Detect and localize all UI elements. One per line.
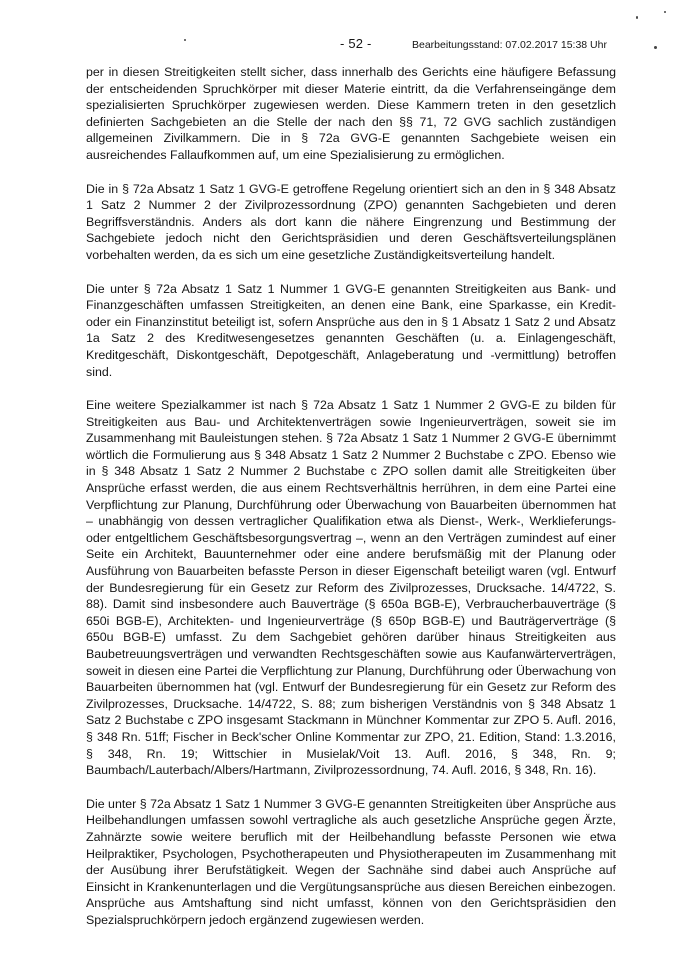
paragraph-1: per in diesen Streitigkeiten stellt sicher, dass innerhalb des Gerichts eine häufigere Befassung der entscheidenden Spruchkörper mit dieser Materie eintritt, da die Verfahrenseingänge dem spezialisierten Spruchkörper zugewiesen werden. Diese Kammern treten in den gesetzlich definierten Sachgebieten an die Stelle der nach den §§ 71, 72 GVG sachlich zuständigen allgemeinen Zivilkammern. Die in § 72a GVG-E genannten Sachgebiete weisen ein ausreichendes Fallaufkommen auf, um eine Spezialisierung zu ermöglichen. — [86, 65, 616, 162]
revision-status: Bearbeitungsstand: 07.02.2017 15:38 Uhr — [412, 39, 607, 51]
scan-artifact-dot — [664, 11, 666, 13]
scan-artifact-dot — [184, 39, 186, 41]
paragraph-5: Die unter § 72a Absatz 1 Satz 1 Nummer 3 GVG-E genannten Streitigkeiten über Ansprüche aus Heilbehandlungen umfassen sowohl vertragliche als auch gesetzliche Ansprüche gegen Ärzte, Zahnärzte sowie weitere beruflich mit der Heilbehandlung befasste Personen wie etwa Heilpraktiker, Psychologen, Psychotherapeuten und Physiotherapeuten im Zusammenhang mit der Ausübung ihrer Berufstätigkeit. Wegen der Sachnähe sind dabei auch Ansprüche auf Einsicht in Krankenunterlagen und die Vergütungsansprüche aus diesen Bereichen einbezogen. Ansprüche aus Amtshaftung sind nicht umfasst, können von den Gerichtspräsidien den Spezialspruchkörpern jedoch ergänzend zugewiesen werden. — [86, 796, 616, 927]
scan-artifact-dot — [654, 46, 657, 49]
paragraph-2: Die in § 72a Absatz 1 Satz 1 GVG-E getroffene Regelung orientiert sich an den in § 348 Absatz 1 Satz 2 Nummer 2 der Zivilprozessordnung (ZPO) genannten Sachgebieten und deren Begriffsverständnis. Anders als dort kann die nähere Eingrenzung und Bestimmung der Sachgebiete jedoch nicht den Gerichtspräsidien und deren Geschäftsverteilungsplänen vorbehalten werden, da es sich um eine gesetzliche Zuständigkeitsverteilung handelt. — [86, 181, 616, 262]
paragraph-4: Eine weitere Spezialkammer ist nach § 72a Absatz 1 Satz 1 Nummer 2 GVG-E zu bilden für Streitigkeiten aus Bau- und Architektenverträgen sowie Ingenieurverträgen, soweit sie im Zusammenhang mit Bauleistungen stehen. § 72a Absatz 1 Satz 1 Nummer 2 GVG-E übernimmt wörtlich die Formulierung aus § 348 Absatz 1 Satz 2 Nummer 2 Buchstabe c ZPO. Ebenso wie in § 348 Absatz 1 Satz 2 Nummer 2 Buchstabe c ZPO sollen damit alle Streitigkeiten über Ansprüche erfasst werden, die aus einem Rechtsverhältnis herrühren, in dem eine Partei eine Verpflichtung zur Planung, Durchführung oder Überwachung von Bauarbeiten übernommen hat – unabhängig von dessen vertraglicher Qualifikation etwa als Dienst-, Werk-, Werklieferungs- oder entgeltlichem Geschäftsbesorgungsvertrag –, wenn an den Verträgen zumindest auf einer Seite ein Architekt, Bauunternehmer oder eine andere berufsmäßig mit der Planung oder Ausführung von Bauarbeiten befasste Person in dieser Eigenschaft beteiligt waren (vgl. Entwurf der Bundesregierung für ein Gesetz zur Reform des Zivilprozesses, Drucksache. 14/4722, S. 88). Damit sind insbesondere auch Bauverträge (§ 650a BGB-E), Verbraucherbauverträge (§ 650i BGB-E), Architekten- und Ingenieurverträge (§ 650p BGB-E) und Bauträgerverträge (§ 650u BGB-E) umfasst. Zu dem Sachgebiet gehören darüber hinaus Streitigkeiten aus Baubetreuungsverträgen und verwandten Rechtsgeschäften sowie aus Kaufanwärterverträgen, soweit in diesen eine Partei die Verpflichtung zur Planung, Durchführung oder Überwachung von Bauarbeiten übernommen hat (vgl. Entwurf der Bundesregierung für ein Gesetz zur Reform des Zivilprozesses, Drucksache. 14/4722, S. 88; zum bisherigen Verständnis von § 348 Absatz 1 Satz 2 Buchstabe c ZPO insgesamt Stackmann in Münchner Kommentar zur ZPO 5. Aufl. 2016, § 348 Rn. 51ff; Fischer in Beck'scher Online Kommentar zur ZPO, 21. Edition, Stand: 1.3.2016, § 348, Rn. 19; Wittschier in Musielak/Voit 13. Aufl. 2016, § 348, Rn. 9; Baumbach/Lauterbach/Albers/Hartmann, Zivilprozessordnung, 74. Aufl. 2016, § 348, Rn. 16). — [86, 398, 616, 778]
paragraph-3: Die unter § 72a Absatz 1 Satz 1 Nummer 1 GVG-E genannten Streitigkeiten aus Bank- und Finanzgeschäften umfassen Streitigkeiten, an denen eine Bank, eine Sparkasse, ein Kredit- oder ein Finanzinstitut beteiligt ist, sofern Ansprüche aus den in § 1 Absatz 1 Satz 2 und Absatz 1a Satz 2 des Kreditwesengesetzes genannten Geschäften (u. a. Einlagengeschäft, Kreditgeschäft, Diskontgeschäft, Depotgeschäft, Anlageberatung und -vermittlung) betroffen sind. — [86, 281, 616, 379]
body-text — [86, 64, 616, 946]
page-number: - 52 - — [340, 36, 372, 51]
scan-artifact-dot — [636, 16, 638, 19]
